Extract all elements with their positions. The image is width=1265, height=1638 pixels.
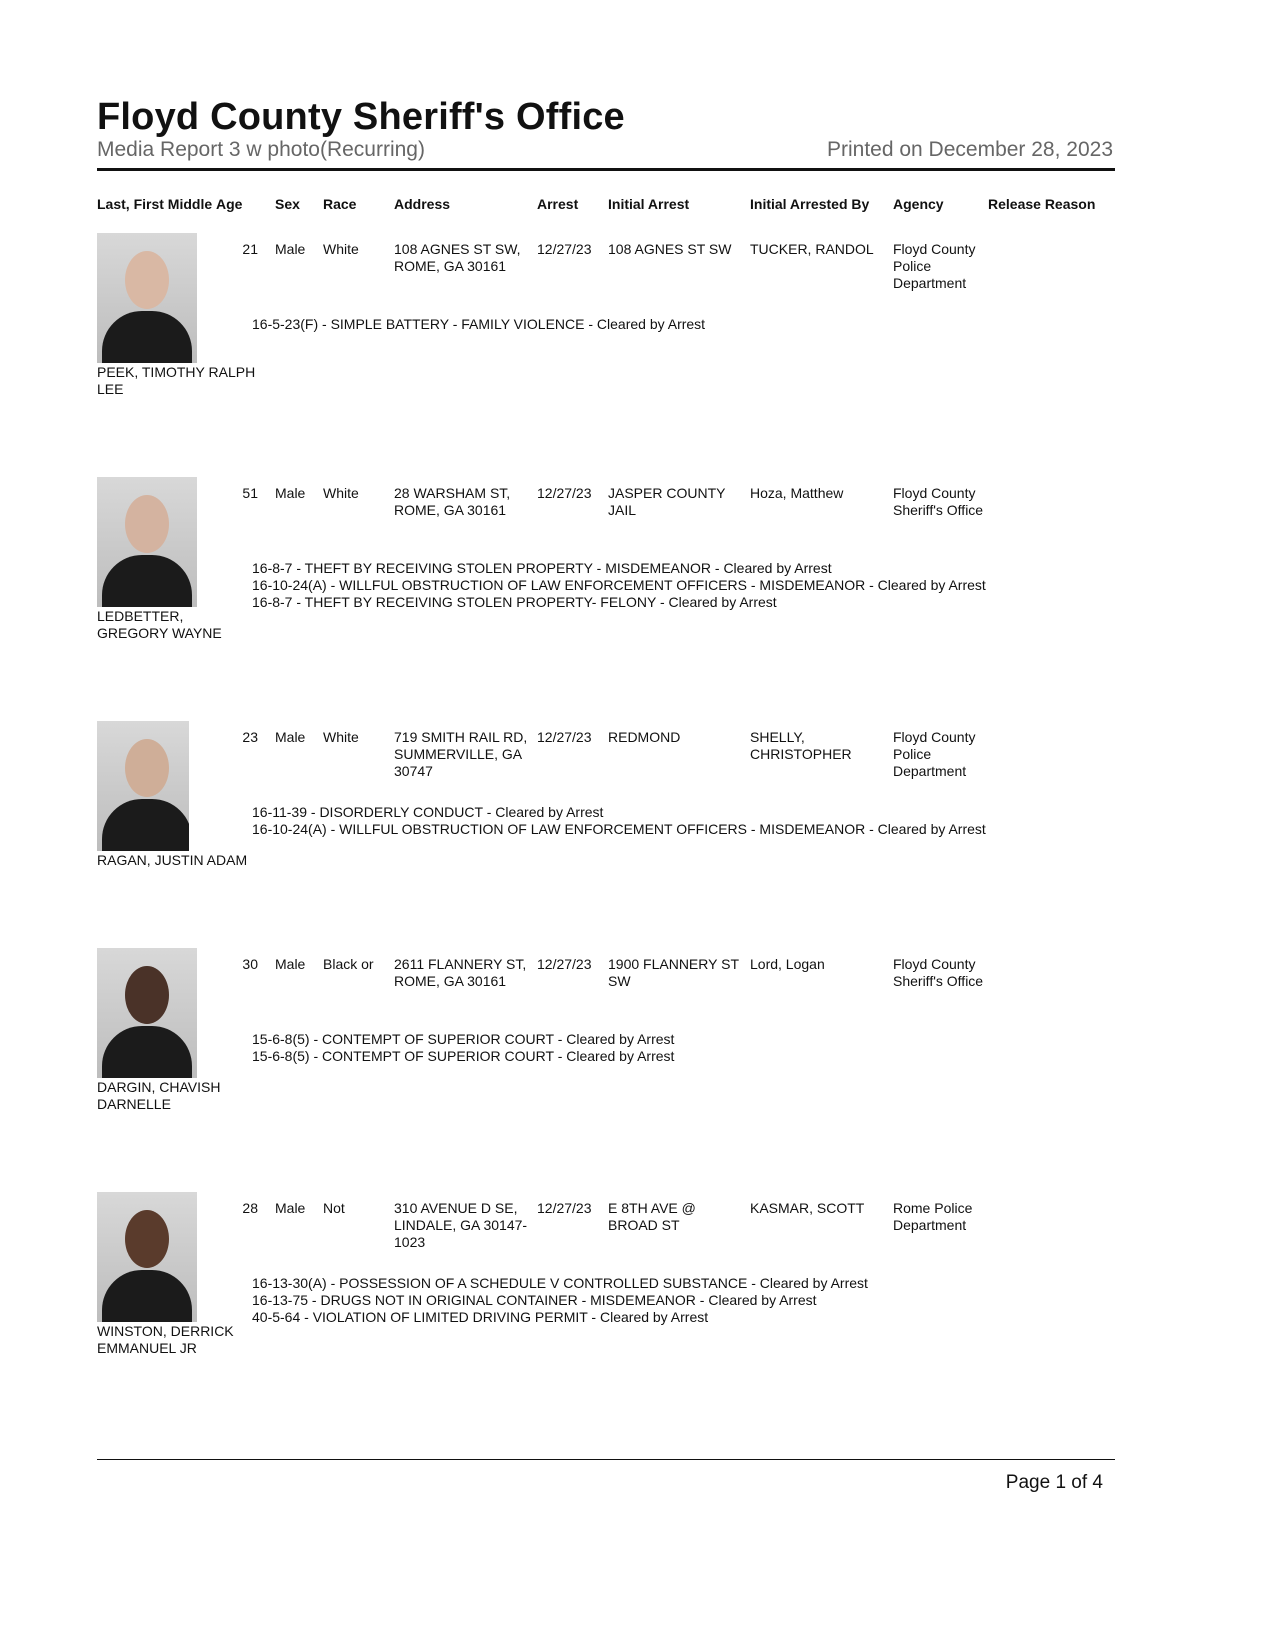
charge-line: 15-6-8(5) - CONTEMPT OF SUPERIOR COURT - Cleared by Arrest [252,1048,675,1064]
printed-date: Printed on December 28, 2023 [826,138,1113,161]
col-age: Age [216,196,243,212]
arrest-record [0,477,1265,707]
mugshot-photo [97,477,197,607]
col-initial-arrest: Initial Arrest [608,196,690,212]
address: 719 SMITH RAIL RD, SUMMERVILLE, GA 30747 [394,729,528,779]
col-name: Last, First Middle [97,196,213,212]
arrest-record [0,948,1265,1178]
initial-arrest: 1900 FLANNERY ST SW [608,956,739,989]
charge-line: 16-8-7 - THEFT BY RECEIVING STOLEN PROPERTY- FELONY - Cleared by Arrest [252,594,777,610]
charge-line: 16-10-24(A) - WILLFUL OBSTRUCTION OF LAW ENFORCEMENT OFFICERS - MISDEMEANOR - Cleared by Arrest [252,821,986,837]
age: 23 [242,729,258,745]
race: Black or [323,956,374,972]
initial-arrest: JASPER COUNTY JAIL [608,485,726,518]
page-number: Page 1 of 4 [1005,1472,1103,1493]
arrested-by: TUCKER, RANDOL [750,241,874,257]
sex: Male [275,1200,306,1216]
age: 28 [242,1200,258,1216]
arrested-by: Hoza, Matthew [750,485,844,501]
arrest-record [0,721,1265,951]
sex: Male [275,485,306,501]
charges-list [252,1275,868,1326]
arrest-record [0,233,1265,463]
initial-arrest: E 8TH AVE @ BROAD ST [608,1200,696,1233]
address: 108 AGNES ST SW, ROME, GA 30161 [394,241,521,274]
mugshot-photo [97,948,197,1078]
arrest: 12/27/23 [537,729,592,745]
race: Not [323,1200,345,1216]
mugshot-photo [97,721,189,851]
address: 310 AVENUE D SE, LINDALE, GA 30147-1023 [394,1200,528,1250]
charge-line: 16-10-24(A) - WILLFUL OBSTRUCTION OF LAW ENFORCEMENT OFFICERS - MISDEMEANOR - Cleared by Arrest [252,577,986,593]
page-title: Floyd County Sheriff's Office [97,96,625,138]
race: White [323,241,359,257]
inmate-name: RAGAN, JUSTIN ADAM [97,852,248,868]
col-address: Address [394,196,451,212]
race: White [323,485,359,501]
charges-list [252,1031,674,1065]
charge-line: 16-5-23(F) - SIMPLE BATTERY - FAMILY VIOLENCE - Cleared by Arrest [252,316,706,332]
inmate-name: PEEK, TIMOTHY RALPH LEE [97,364,256,397]
agency: Floyd County Police Department [893,729,976,779]
mugshot-photo [97,1192,197,1322]
arrest-record [0,1192,1265,1422]
arrest: 12/27/23 [537,241,592,257]
charges-list [252,560,986,611]
charges-list [252,804,986,838]
footer-divider [97,1459,1115,1460]
agency: Floyd County Sheriff's Office [893,485,984,518]
charge-line: 16-8-7 - THEFT BY RECEIVING STOLEN PROPERTY - MISDEMEANOR - Cleared by Arrest [252,560,832,576]
initial-arrest: 108 AGNES ST SW [608,241,732,257]
inmate-name: LEDBETTER, GREGORY WAYNE [97,608,222,641]
col-arrested-by: Initial Arrested By [750,196,870,212]
col-race: Race [323,196,357,212]
inmate-name: DARGIN, CHAVISH DARNELLE [97,1079,221,1112]
arrest: 12/27/23 [537,485,592,501]
initial-arrest: REDMOND [608,729,681,745]
col-release: Release Reason [988,196,1096,212]
arrested-by: Lord, Logan [750,956,825,972]
address: 2611 FLANNERY ST, ROME, GA 30161 [394,956,527,989]
arrest: 12/27/23 [537,1200,592,1216]
col-sex: Sex [275,196,300,212]
charge-line: 16-13-30(A) - POSSESSION OF A SCHEDULE V CONTROLLED SUBSTANCE - Cleared by Arrest [252,1275,868,1291]
sex: Male [275,729,306,745]
report-subtitle: Media Report 3 w photo(Recurring) [97,138,425,161]
inmate-name: WINSTON, DERRICK EMMANUEL JR [97,1323,234,1356]
charge-line: 16-13-75 - DRUGS NOT IN ORIGINAL CONTAINER - MISDEMEANOR - Cleared by Arrest [252,1292,817,1308]
age: 30 [242,956,258,972]
arrested-by: KASMAR, SCOTT [750,1200,865,1216]
agency: Floyd County Sheriff's Office [893,956,984,989]
sex: Male [275,956,306,972]
col-agency: Agency [893,196,944,212]
col-arrest: Arrest [537,196,579,212]
address: 28 WARSHAM ST, ROME, GA 30161 [394,485,511,518]
header-divider [97,168,1115,171]
sex: Male [275,241,306,257]
agency: Floyd County Police Department [893,241,976,291]
arrest: 12/27/23 [537,956,592,972]
age: 51 [242,485,258,501]
charge-line: 16-11-39 - DISORDERLY CONDUCT - Cleared by Arrest [252,804,604,820]
charges-list [252,316,705,333]
agency: Rome Police Department [893,1200,973,1233]
mugshot-photo [97,233,197,363]
charge-line: 40-5-64 - VIOLATION OF LIMITED DRIVING PERMIT - Cleared by Arrest [252,1309,709,1325]
arrested-by: SHELLY, CHRISTOPHER [750,729,852,762]
charge-line: 15-6-8(5) - CONTEMPT OF SUPERIOR COURT - Cleared by Arrest [252,1031,675,1047]
race: White [323,729,359,745]
age: 21 [242,241,258,257]
